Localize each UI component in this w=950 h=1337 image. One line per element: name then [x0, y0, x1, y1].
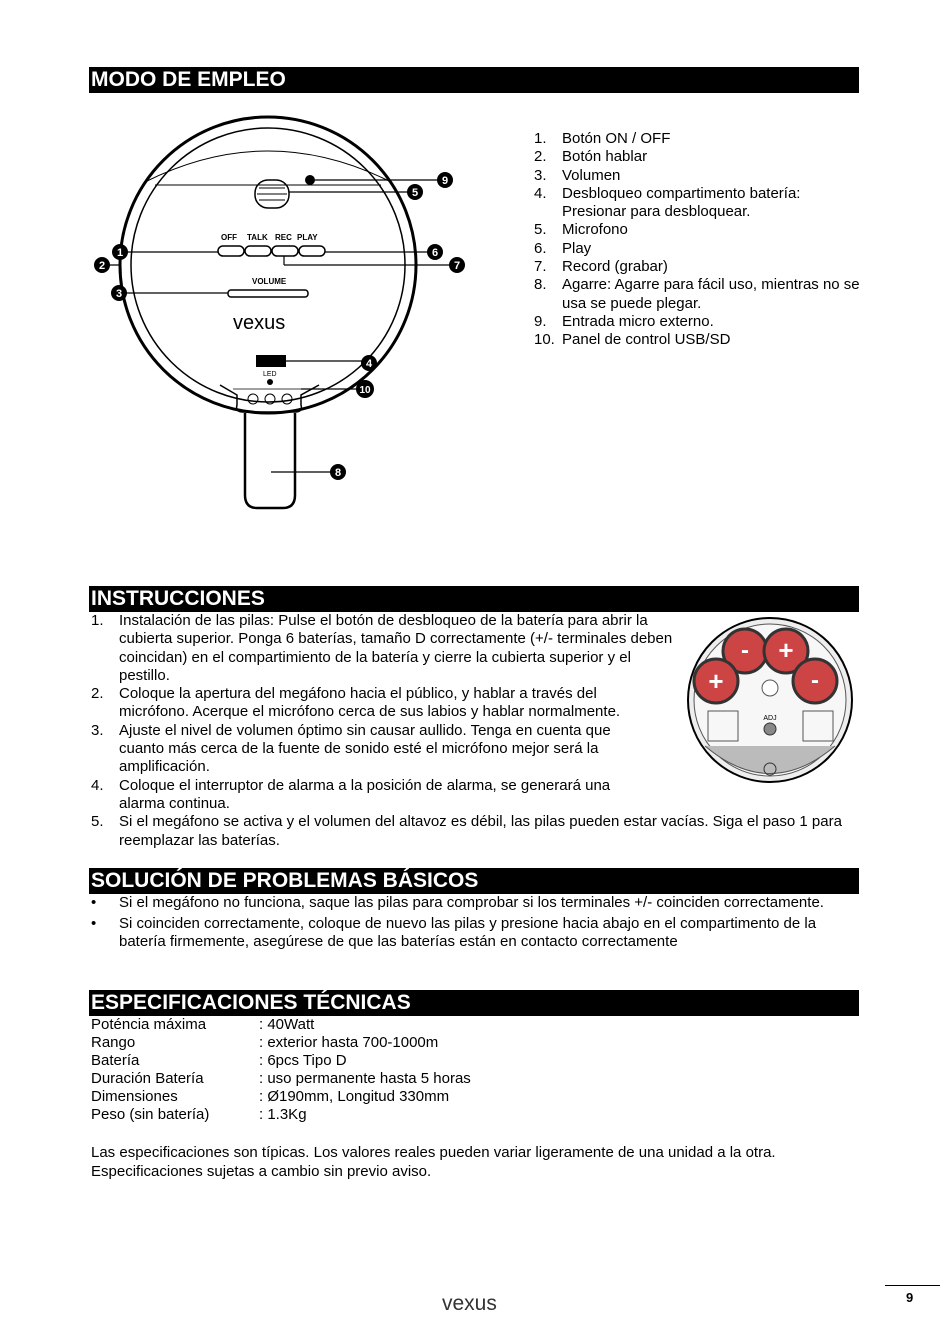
- spec-row: Duración Batería : uso permanente hasta 5 horas: [91, 1070, 471, 1087]
- btn-label-off: OFF: [221, 233, 237, 242]
- callout-4: [361, 355, 377, 371]
- talk-button-shape: [245, 246, 271, 256]
- callout-3: [111, 285, 127, 301]
- btn-label-play: PLAY: [297, 233, 318, 242]
- list-item: 9. Entrada micro externo.: [534, 312, 714, 330]
- svg-text:vexus: vexus: [442, 1292, 497, 1315]
- list-item: • Si el megáfono no funciona, saque las pilas para comprobar si los terminales +/- coinciden correctamente.: [91, 894, 824, 911]
- svg-text:6: 6: [431, 247, 439, 259]
- section-header-specs: ESPECIFICACIONES TÉCNICAS: [89, 990, 859, 1016]
- spec-row: Rango : exterior hasta 700-1000m: [91, 1034, 439, 1051]
- list-item: 1. Instalación de las pilas: Pulse el botón de desbloqueo de la batería para abrir la cubierta superior. Ponga 6 baterías, tamaño D correctamente (+/- terminales deben coincidan) en el compartimiento de la batería y cierre la cubierta superior y el pestillo.: [91, 612, 673, 684]
- footer-divider: [885, 1285, 940, 1286]
- callout-1: [112, 244, 128, 260]
- footer-logo: [440, 1290, 535, 1316]
- list-item: 3. Ajuste el nivel de volumen óptimo sin causar aullido. Tenga en cuenta que cuanto más cerca de la fuente de sonido esté el micrófono mejor será la amplificación.: [91, 721, 611, 776]
- spec-row: Batería : 6pcs Tipo D: [91, 1052, 347, 1069]
- battery-unlock-button: [256, 355, 286, 367]
- terminal-plus-icon: +: [708, 666, 724, 696]
- list-item: 2. Coloque la apertura del megáfono hacia el público, y hablar a través del micrófono. Acerque el micrófono cerca de sus labios y hablar normalmente.: [91, 685, 621, 721]
- handle-grip: [245, 413, 295, 508]
- off-button-shape: [218, 246, 244, 256]
- btn-label-rec: REC: [275, 233, 292, 242]
- callout-2: [94, 257, 110, 273]
- volume-label: VOLUME: [252, 277, 287, 286]
- led-label: LED: [263, 371, 277, 378]
- prev-track-icon: [248, 394, 258, 404]
- svg-text:4: 4: [365, 358, 373, 370]
- list-item: • Si coinciden correctamente, coloque de nuevo las pilas y presione hacia abajo en el compartimento de la batería firmemente, asegúrese de que las baterías están en contacto correctamente: [91, 914, 817, 950]
- section-header-usage: MODO DE EMPLEO: [89, 67, 859, 93]
- list-item: 7. Record (grabar): [534, 258, 668, 276]
- microphone-grille-icon: [255, 180, 289, 208]
- callout-5: [407, 184, 423, 200]
- list-item: 5. Microfono: [534, 221, 628, 239]
- troubleshooting-list: [89, 894, 859, 954]
- svg-text:5: 5: [411, 187, 419, 199]
- megaphone-diagram: [85, 110, 475, 520]
- list-item: 1. Botón ON / OFF: [534, 130, 671, 147]
- list-item: 5. Si el megáfono se activa y el volumen del altavoz es débil, las pilas pueden estar vacías. Siga el paso 1 para reemplazar las baterías.: [91, 813, 842, 849]
- callout-6: [427, 244, 443, 260]
- list-item: 3. Volumen: [534, 166, 621, 184]
- volume-slider-shape: [228, 290, 308, 297]
- spec-row: Dimensiones : Ø190mm, Longitud 330mm: [91, 1088, 450, 1105]
- mic-input-jack: [305, 175, 315, 185]
- terminal-minus-icon: -: [811, 667, 819, 694]
- spec-note-line1: Las especificaciones son típicas. Los valores reales pueden variar ligeramente de una unidad a la otra.: [91, 1144, 776, 1161]
- svg-text:10: 10: [359, 385, 371, 396]
- svg-text:9: 9: [441, 175, 449, 187]
- svg-text:3: 3: [115, 288, 123, 300]
- svg-text:2: 2: [98, 260, 106, 272]
- terminal-minus-icon: -: [741, 637, 749, 664]
- spec-note-line2: Especificaciones sujetas a cambio sin previo aviso.: [91, 1163, 432, 1180]
- list-item: 4. Coloque el interruptor de alarma a la posición de alarma, se generará una alarma continua.: [91, 776, 611, 812]
- play-button-shape: [299, 246, 325, 256]
- page-number: 9: [906, 1290, 914, 1305]
- section-header-instructions: INSTRUCCIONES: [89, 586, 859, 612]
- spec-row: Poténcia máxima : 40Watt: [91, 1016, 315, 1033]
- btn-label-talk: TALK: [247, 233, 268, 242]
- led-icon: [267, 379, 273, 385]
- parts-list: [534, 130, 864, 350]
- rec-button-shape: [272, 246, 298, 256]
- terminal-plus-icon: +: [778, 635, 794, 665]
- callout-9: [437, 172, 453, 188]
- list-item: 2. Botón hablar: [534, 148, 648, 166]
- list-item: 10. Panel de control USB/SD: [534, 331, 731, 349]
- diagram-brand-logo: vexus: [233, 312, 286, 334]
- battery-compartment-diagram: [683, 616, 858, 786]
- list-item: 8. Agarre: Agarre para fácil uso, mientras no se usa se puede plegar.: [534, 276, 860, 312]
- adj-label: ADJ: [763, 715, 777, 722]
- svg-text:7: 7: [453, 260, 461, 272]
- next-track-icon: [282, 394, 292, 404]
- callout-10: [356, 380, 374, 398]
- svg-text:1: 1: [116, 247, 124, 259]
- spec-row: Peso (sin batería) : 1.3Kg: [91, 1106, 307, 1123]
- list-item: 6. Play: [534, 239, 592, 257]
- list-item: 4. Desbloqueo compartimento batería: Presionar para desbloquear.: [534, 184, 801, 221]
- svg-text:8: 8: [334, 467, 342, 479]
- callout-8: [330, 464, 346, 480]
- callout-7: [449, 257, 465, 273]
- section-header-troubleshooting: SOLUCIÓN DE PROBLEMAS BÁSICOS: [89, 868, 859, 894]
